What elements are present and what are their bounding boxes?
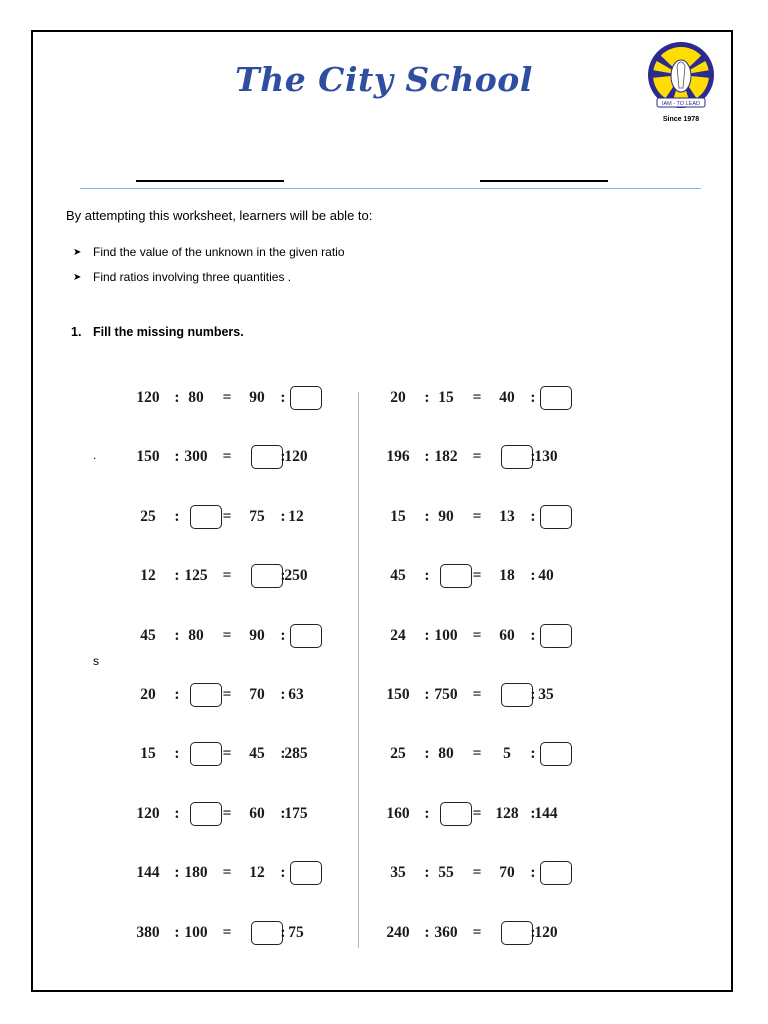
svg-text:IAM - TO LEAD: IAM - TO LEAD — [661, 101, 701, 107]
equals-symbol: = — [472, 686, 482, 703]
answer-box[interactable] — [290, 861, 322, 885]
ratio-term-a: 160 — [386, 804, 410, 822]
ratio-term-c: 40 — [499, 389, 515, 406]
equals-symbol: = — [472, 923, 482, 941]
colon-symbol: : — [424, 567, 430, 585]
question-number: 1. — [71, 325, 82, 339]
colon-symbol: : — [424, 448, 430, 466]
question-text: Fill the missing numbers. — [93, 325, 244, 339]
equals-symbol: = — [222, 567, 232, 585]
colon-symbol: : — [174, 745, 180, 763]
ratio-term-d: 75 — [288, 923, 304, 941]
ratio-term-a: 45 — [390, 567, 406, 585]
ratio-term-a: 25 — [390, 745, 406, 763]
colon-symbol: : — [280, 745, 286, 763]
logo-since-text: Since 1978 — [662, 116, 700, 123]
colon-symbol: : — [530, 804, 536, 822]
colon-symbol: : — [280, 567, 286, 585]
equals-symbol: = — [472, 389, 482, 406]
answer-box[interactable] — [290, 624, 322, 648]
ratio-term-b: 100 — [184, 923, 208, 941]
ratio-term-a: 120 — [136, 389, 160, 406]
colon-symbol: : — [424, 923, 430, 941]
ratio-term-c: 13 — [499, 507, 515, 525]
equals-symbol: = — [222, 507, 232, 525]
colon-symbol: : — [174, 448, 180, 466]
answer-box[interactable] — [190, 505, 222, 529]
colon-symbol: : — [280, 686, 286, 703]
colon-symbol: : — [174, 626, 180, 644]
ratio-term-b: 100 — [434, 626, 458, 644]
colon-symbol: : — [174, 923, 180, 941]
page-border — [31, 30, 733, 992]
colon-symbol: : — [424, 864, 430, 882]
ratio-term-a: 15 — [390, 507, 406, 525]
school-crest-icon — [643, 40, 719, 120]
colon-symbol: : — [530, 626, 536, 644]
ratio-term-b: 55 — [438, 864, 454, 882]
equals-symbol: = — [472, 804, 482, 822]
date-blank-line — [480, 180, 608, 182]
equals-symbol: = — [472, 745, 482, 763]
colon-symbol: : — [424, 686, 430, 703]
colon-symbol: : — [280, 923, 286, 941]
equals-symbol: = — [222, 389, 232, 406]
colon-symbol: : — [424, 389, 430, 406]
equals-symbol: = — [222, 448, 232, 466]
colon-symbol: : — [280, 626, 286, 644]
ratio-term-a: 45 — [140, 626, 156, 644]
equals-symbol: = — [222, 923, 232, 941]
ratio-term-c: 90 — [249, 626, 265, 644]
colon-symbol: : — [280, 864, 286, 882]
ratio-term-a: 196 — [386, 448, 410, 466]
ratio-term-b: 360 — [434, 923, 458, 941]
equals-symbol: = — [472, 626, 482, 644]
ratio-term-a: 380 — [136, 923, 160, 941]
ratio-term-c: 70 — [499, 864, 515, 882]
equals-symbol: = — [472, 507, 482, 525]
school-logo — [643, 40, 719, 134]
ratio-term-a: 20 — [390, 389, 406, 406]
answer-box[interactable] — [190, 742, 222, 766]
ratio-term-c: 70 — [249, 686, 265, 703]
ratio-term-a: 35 — [390, 864, 406, 882]
answer-box[interactable] — [501, 445, 536, 469]
arrow-bullet-icon: ➤ — [73, 246, 82, 258]
answer-box[interactable] — [251, 445, 286, 469]
ratio-term-b: 80 — [188, 626, 204, 644]
ratio-term-a: 25 — [140, 507, 156, 525]
ratio-term-a: 12 — [140, 567, 156, 585]
ratio-term-b: 90 — [438, 507, 454, 525]
header-divider — [80, 188, 701, 189]
colon-symbol: : — [174, 804, 180, 822]
answer-box[interactable] — [440, 802, 472, 826]
colon-symbol: : — [280, 389, 286, 406]
colon-symbol: : — [530, 448, 536, 466]
ratio-term-a: 150 — [136, 448, 160, 466]
colon-symbol: : — [424, 745, 430, 763]
ratio-term-a: 15 — [140, 745, 156, 763]
colon-symbol: : — [174, 567, 180, 585]
colon-symbol: : — [530, 567, 536, 585]
ratio-term-b: 80 — [438, 745, 454, 763]
ratio-term-d: 120 — [284, 448, 308, 466]
answer-box[interactable] — [290, 386, 322, 410]
stray-mark: s — [93, 654, 99, 668]
ratio-term-c: 60 — [249, 804, 265, 822]
answer-box[interactable] — [251, 564, 286, 588]
answer-box[interactable] — [540, 386, 572, 410]
equals-symbol: = — [472, 567, 482, 585]
colon-symbol: : — [174, 864, 180, 882]
ratio-term-a: 150 — [386, 686, 410, 703]
ratio-term-b: 300 — [184, 448, 208, 466]
ratio-term-b: 182 — [434, 448, 458, 466]
answer-box[interactable] — [540, 742, 572, 766]
answer-box[interactable] — [540, 505, 572, 529]
equals-symbol: = — [472, 864, 482, 882]
objective-text: Find ratios involving three quantities . — [93, 270, 292, 284]
colon-symbol: : — [174, 389, 180, 406]
school-title: The City School — [235, 60, 533, 99]
ratio-term-d: 285 — [284, 745, 308, 763]
colon-symbol: : — [530, 745, 536, 763]
ratio-term-c: 128 — [495, 804, 519, 822]
equals-symbol: = — [222, 864, 232, 882]
ratio-term-c: 45 — [249, 745, 265, 763]
equals-symbol: = — [222, 626, 232, 644]
colon-symbol: : — [280, 507, 286, 525]
stray-mark: . — [93, 448, 97, 462]
equals-symbol: = — [472, 448, 482, 466]
ratio-term-c: 5 — [503, 745, 511, 763]
ratio-term-d: 35 — [538, 686, 554, 703]
answer-box[interactable] — [190, 683, 222, 707]
colon-symbol: : — [424, 804, 430, 822]
ratio-term-c: 90 — [249, 389, 265, 406]
equals-symbol: = — [222, 804, 232, 822]
ratio-term-c: 18 — [499, 567, 515, 585]
ratio-term-a: 20 — [140, 686, 156, 703]
ratio-term-a: 144 — [136, 864, 160, 882]
colon-symbol: : — [424, 507, 430, 525]
ratio-term-a: 240 — [386, 923, 410, 941]
objective-text: Find the value of the unknown in the given ratio — [93, 245, 345, 259]
ratio-term-b: 750 — [434, 686, 458, 703]
ratio-term-d: 250 — [284, 567, 308, 585]
ratio-term-d: 40 — [538, 567, 554, 585]
answer-box[interactable] — [440, 564, 472, 588]
column-divider — [358, 392, 359, 948]
ratio-term-b: 180 — [184, 864, 208, 882]
answer-box[interactable] — [501, 921, 536, 945]
ratio-term-b: 15 — [438, 389, 454, 406]
colon-symbol: : — [530, 864, 536, 882]
ratio-term-a: 24 — [390, 626, 406, 644]
colon-symbol: : — [530, 686, 536, 703]
answer-box[interactable] — [251, 921, 286, 945]
colon-symbol: : — [174, 686, 180, 703]
answer-box[interactable] — [540, 624, 572, 648]
arrow-bullet-icon: ➤ — [73, 271, 82, 283]
colon-symbol: : — [174, 507, 180, 525]
colon-symbol: : — [530, 923, 536, 941]
objective-item — [73, 270, 291, 284]
answer-box[interactable] — [190, 802, 222, 826]
ratio-term-d: 144 — [534, 804, 558, 822]
ratio-term-b: 125 — [184, 567, 208, 585]
colon-symbol: : — [530, 507, 536, 525]
ratio-term-d: 12 — [288, 507, 304, 525]
colon-symbol: : — [424, 626, 430, 644]
name-blank-line — [136, 180, 284, 182]
ratio-term-b: 80 — [188, 389, 204, 406]
ratio-term-d: 175 — [284, 804, 308, 822]
answer-box[interactable] — [501, 683, 536, 707]
ratio-term-d: 63 — [288, 686, 304, 703]
colon-symbol: : — [280, 448, 286, 466]
equals-symbol: = — [222, 686, 232, 703]
ratio-term-c: 75 — [249, 507, 265, 525]
ratio-term-c: 12 — [249, 864, 265, 882]
answer-box[interactable] — [540, 861, 572, 885]
ratio-term-d: 130 — [534, 448, 558, 466]
objective-item — [73, 245, 345, 259]
colon-symbol: : — [280, 804, 286, 822]
intro-text: By attempting this worksheet, learners will be able to: — [66, 208, 373, 223]
question-heading — [71, 325, 244, 339]
ratio-term-d: 120 — [534, 923, 558, 941]
ratio-term-c: 60 — [499, 626, 515, 644]
ratio-term-a: 120 — [136, 804, 160, 822]
equals-symbol: = — [222, 745, 232, 763]
colon-symbol: : — [530, 389, 536, 406]
